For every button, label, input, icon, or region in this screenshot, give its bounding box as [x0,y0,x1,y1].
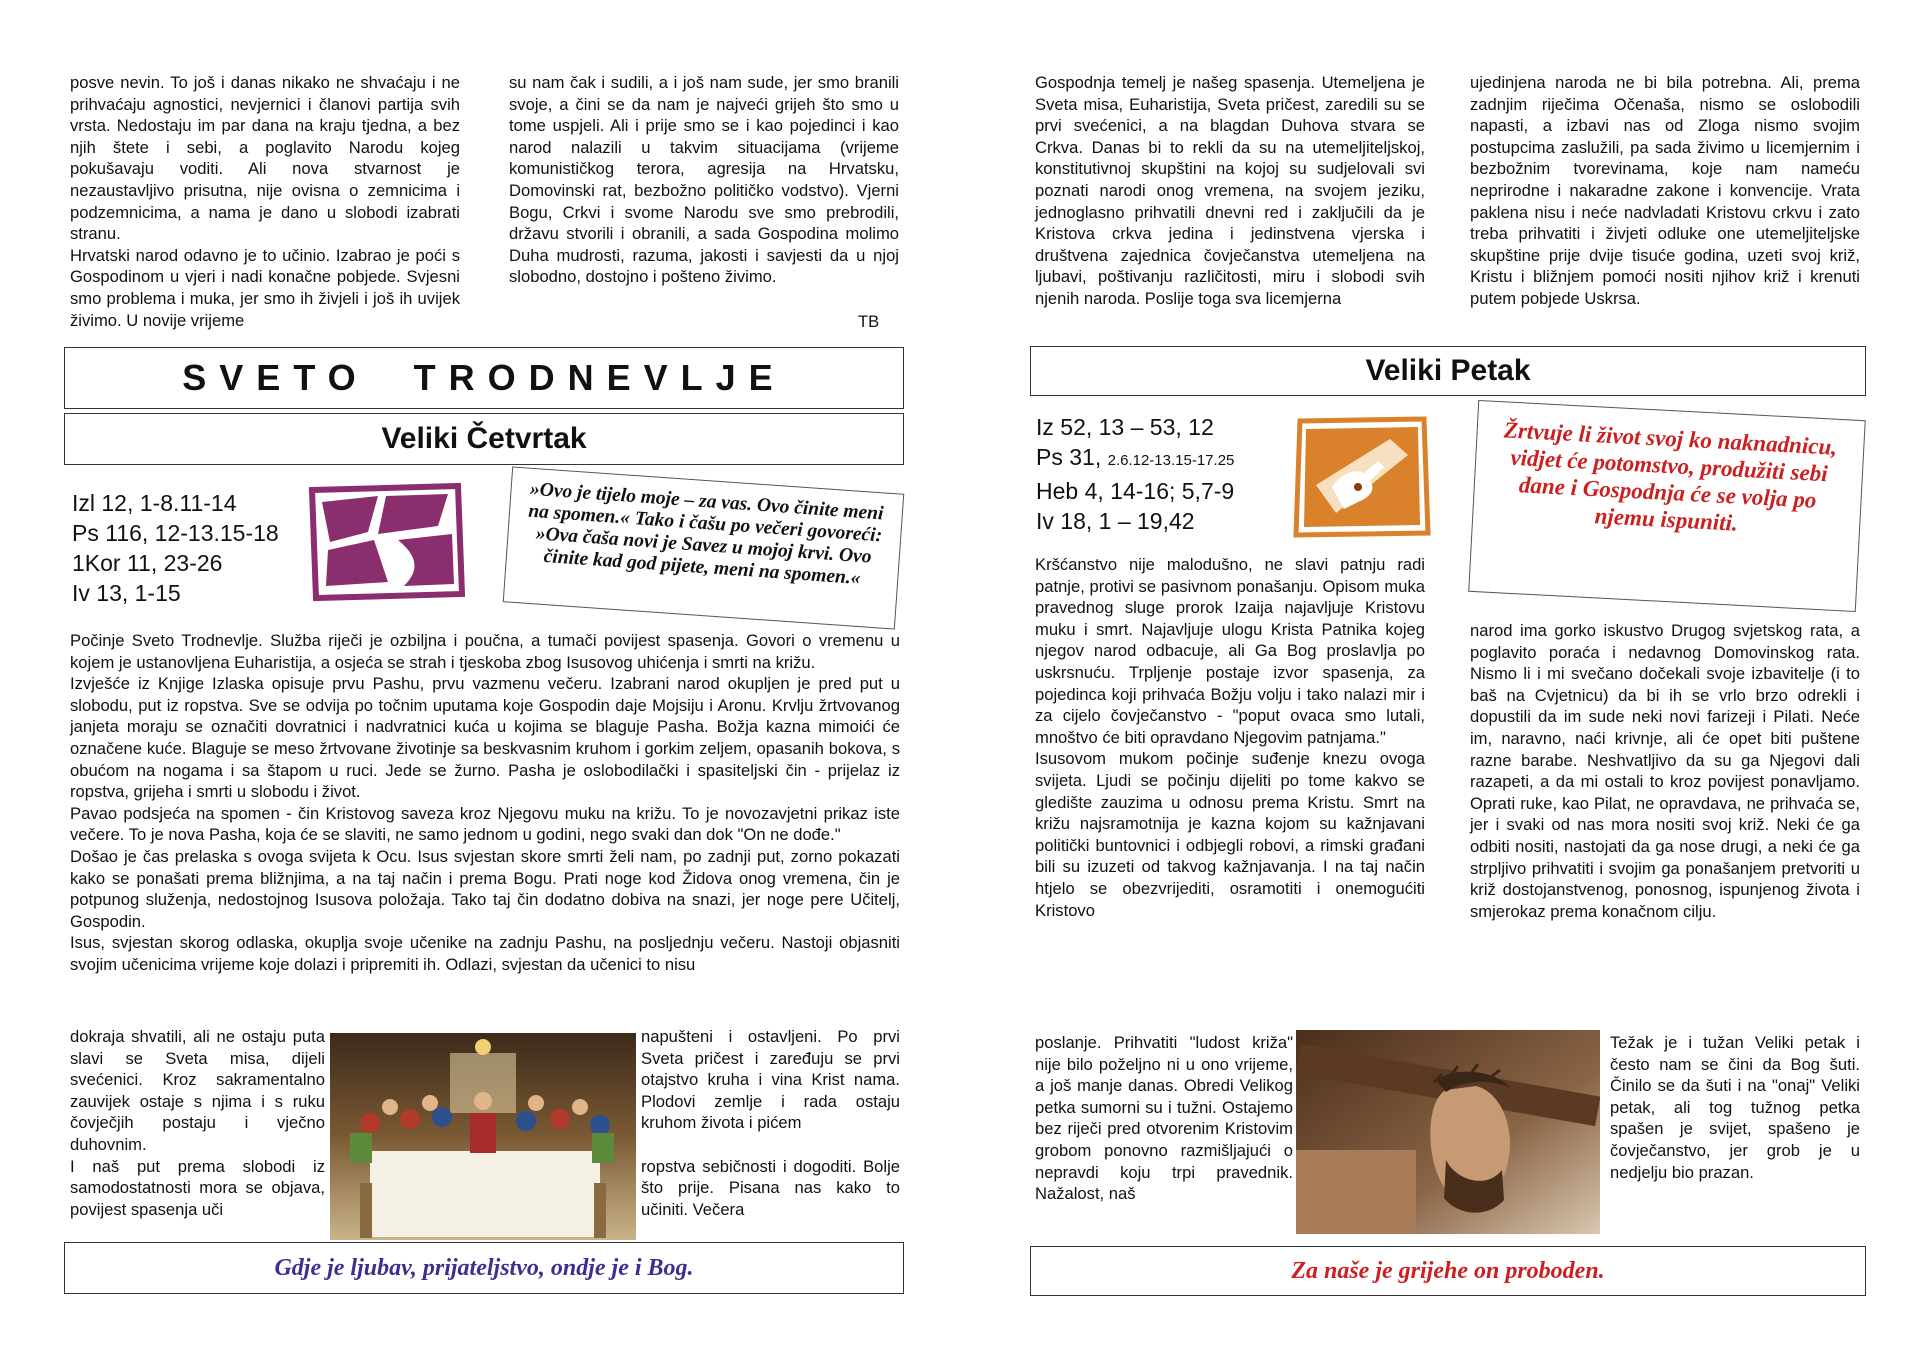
reading: Ps 116, 12-13.15-18 [72,520,279,546]
paragraph: Počinje Sveto Trodnevlje. Služba riječi je ozbiljna i poučna, a tumači povijest spasenja. Govori o vremenu u kojem je ustanovljena Euharistija, a osjeća se strah i tjeskoba zbog Isusovog uhićenja i smrti na križu. [70,631,900,672]
thursday-bottom-left: dokraja shvatili, ali ne ostaju puta slavi se Sveta misa, dijeli svećenici. Kroz sakramentalno zauvijek ostaje s njima i s ruku čovječjih postaju i vječno duhovnim. I naš put prema slobodi iz samodostatnosti mora se objava, povijest spasenja uči [70,1027,325,1219]
reading: Iz 52, 13 – 53, 12 [1036,414,1214,440]
thursday-footer-box [64,1242,904,1294]
reading: Heb 4, 14-16; 5,7-9 [1036,478,1235,504]
main-title-box [64,347,904,409]
reading: Iv 18, 1 – 19,42 [1036,508,1195,534]
thursday-footer: Gdje je ljubav, prijateljstvo, ondje je i Bog. [274,1254,694,1281]
thursday-bottom-right: napušteni i ostavljeni. Po prvi Sveta pričest i zaređuju se prvi otajstvo kruha i vina Krist nama. Plodovi zemlje i rada ostaju kruhom života i pićem ropstva sebičnosti i dogoditi. Bolje što prije. Pisana nas kako to učiniti. Večera [641,1027,900,1219]
friday-col2-body: narod ima gorko iskustvo Drugog svjetskog rata, a poglavito poraća i nedavnog Domovinskog rata. Nismo li i mi svečano dočekali svoje izbavitelje (i to baš na Cvjetnicu) da bi ih se vrlo brzo odrekli i dopustili da im sude neki novi farizeji i Pilati. Neće im, naravno, naći krivnje, ali će opet biti puštene razne barabe. Neshvatljivo da su ga Njegovi dali razapeti, a da mi ostali to kroz povijest ponavljamo. Oprati ruke, kao Pilat, ne opravdava, ne prihvaća se, jer i svaki od nas mora nositi svoj križ. Neki će ga odbiti nositi, nastojati da ga nose drugi, a neki će ga strpljivo prihvatiti i svojim ga ponašanjem pretvoriti u križ dostojanstvenog, ponosnog, ispunjenog života i smjerokaz prema konačnom cilju. [1470,621,1860,921]
reading: Ps 31, 2.6.12-13.15-17.25 [1036,444,1235,470]
paragraph: Izvješće iz Knjige Izlaska opisuje prvu Pashu, prvu vazmenu večeru. Izabrani narod okupljen je pred put u slobodu, put iz ropstva. Sve se odvija po točnim uputama koje Gospodin daje Mojsiju i Aronu. Krvlju žrtvovanog janjeta moraju se označiti dovratnici i nadvratnici kuća u kojima se blaguje Pasha. Božja kazna mimoići će označene kuće. Blaguje se meso žrtvovane životinje sa beskvasnim kruhom i gorkim zeljem, opasanih bokova, s obućom na nogama i sa štapom u ruci. Jede se žurno. Pasha je oslobodilački i spasiteljski čin - prijelaz iz ropstva, grijeha i smrti u slobodu i život. [70,674,900,802]
thursday-title-box [64,413,904,465]
thursday-quote-box [503,466,905,629]
crucified-christ-image [1296,1030,1600,1234]
thursday-quote: »Ovo je tijelo moje – za vas. Ovo činite meni na spomen.« Tako i čašu po večeri govoreći: »Ova čaša novi je Savez u mojoj krvi. Ovo činite kad god pijete, meni na spomen.« [527,478,885,589]
signature: TB [858,312,880,331]
reading: Izl 12, 1-8.11-14 [72,490,237,516]
thursday-title: Veliki Četvrtak [381,422,587,455]
thursday-readings [72,488,279,608]
left-col2-top: su nam čak i sudili, a i još nam sude, jer smo branili svoje, a čini se da nam je najveći grijeh što smo u tome uspjeli. Ali i prije smo se i kao pojedinci i kao narod nalazili u takvim situacijama (vrijeme komunističkog terora, agresija na Hrvatsku, Domovinski rat, bezbožno političko vodstvo). Vjerni Bogu, Crkvi i svome Narodu sve smo prebrodili, državu stvorili i obranili, a sada Gospodina molimo Duha mudrosti, razuma, jakosti i savjesti da u njoj slobodno, dostojno i pošteno živimo. [509,73,899,287]
friday-col2-bottom: Težak je i tužan Veliki petak i često nam se čini da Bog šuti. Činilo se da šuti i na "onaj" Veliki petak, ali tog tužnog petka spašen je svijet, spašeno je čovječanstvo, jer grob je u nedjelju bio prazan. [1610,1033,1860,1182]
reading: 1Kor 11, 23-26 [72,550,223,576]
paragraph: Isus, svjestan skorog odlaska, okuplja svoje učenike na zadnju Pashu, na posljednju večeru. Nastoji objasniti svojim učenicima vrijeme koje dolazi i pripremiti ih. Odlazi, svjestan da učenici to nisu [70,933,900,974]
bread-icon [308,482,466,602]
friday-footer: Za naše je grijehe on proboden. [1291,1257,1605,1284]
paragraph: Došao je čas prelaska s ovoga svijeta k Ocu. Isus svjestan skore smrti želi nam, po zadnji put, zorno pokazati kako se ponašati prema bližnjima, a na taj način i prema Bogu. Prati noge kod Židova onog vremena, čin je potpunog služenja, nedostojnog Isusova položaja. Tako taj čin dodatno dobiva na snazi, jer noge pere Učitelj, Gospodin. [70,846,900,931]
main-title: SVETO TRODNEVLJE [182,357,786,398]
friday-title: Veliki Petak [1365,354,1531,387]
paragraph: Pavao podsjeća na spomen - čin Kristovog saveza kroz Njegovu muku na križu. To je novozavjetni prikaz iste večere. To je nova Pasha, koja će se slaviti, ne samo jednom u godini, nego svaki dan dok "On ne dođe." [70,803,900,845]
thursday-body [70,630,900,976]
friday-col1-body: Kršćanstvo nije malodušno, ne slavi patnju radi patnje, protivi se pasivnom ponašanju. Opisom muka pravednog sluge prorok Izaija najavljuje Kristovu muku i smrt. Najavljuje ulogu Krista Patnika kojeg njegov narod odbacuje, ali Ga Bog proslavlja po uskrsnuću. Trpljenje postaje izvor spasenja, za pojedinca koji prihvaća Božju volju i tako nalazi mir i za cijelo čovječanstvo - "poput ovaca smo lutali, mnoštvo će biti opravdano Njegovim patnjama." Isusovom mukom počinje suđenje knezu ovoga svijeta. Ljudi se počinju dijeliti po tome kakvo se gledište zauzima u odnosu prema Kristu. Smrt na križu najsramotnija je kazna kojom su kažnjavani politički buntovnici i odbjegli robovi, a rimski građani bili su izuzeti od takvog kažnjavanja. I na taj način htjelo se obezvrijediti, osramotiti i onemogućiti Kristovo [1035,555,1425,920]
pierced-hand-icon [1292,415,1432,539]
friday-quote: Žrtvuje li život svoj ko naknadnicu, vidjet će potomstvo, produžiti sebi dane i Gospodnja će se volja po njemu ispuniti. [1503,417,1838,536]
reading: Iv 13, 1-15 [72,580,181,606]
last-supper-image [330,1033,636,1240]
friday-title-box [1030,346,1866,396]
right-col1-top: Gospodnja temelj je našeg spasenja. Utemeljena je Sveta misa, Euharistija, Sveta pričest, zaredili su se prvi svećenici, a na blagdan Duhova stvara se Crkva. Danas bi to rekli da su na utemeljiteljskoj, konstitutivnoj skupštini na kojoj su sudjelovali svi poznati narodi onog vremena, na svojem jeziku, jednoglasno prihvatili dnevni red i zaključili da je Kristova crkva jedina i jedinstvena vjerska i društvena zajednica čovječanstva utemeljena na ljubavi, poštivanju različitosti, miru i slobodi svih njenih naroda. Poslije toga sva licemjerna [1035,73,1425,308]
friday-quote-box [1468,400,1866,612]
right-col2-top: ujedinjena naroda ne bi bila potrebna. Ali, prema zadnjim riječima Očenaša, nismo se oslobodili napasti, a izbavi nas od Zloga nismo svojim postupcima zaslužili, pa sada živimo u licemjernim i bezbožnim tvorevinama, koje nam nameću neprirodne i nakaradne zakone i konvencije. Vrata paklena nisu i neće nadvladati Kristovu crkvu i zato treba prihvatiti i živjeti odluke one utemeljiteljske skupštine prije dvije tisuće godina, uzeti svoj križ, Kristu i bližnjem pomoći nositi njihov križ i krenuti putem pobjede Uskrsa. [1470,73,1860,308]
friday-readings [1036,412,1234,536]
friday-footer-box [1030,1246,1866,1296]
friday-col1-bottom: poslanje. Prihvatiti "ludost križa" nije bilo poželjno ni u ono vrijeme, a još manje danas. Obredi Velikog petka sumorni su i tužni. Ostajemo bez riječi pred otvorenim Kristovim grobom ponovno razmišljajući o nepravdi koju trpi pravednik. Nažalost, naš [1035,1033,1293,1204]
left-col1-top: posve nevin. To još i danas nikako ne shvaćaju i ne prihvaćaju agnostici, nevjernici i članovi partija svih vrsta. Nedostaju im par dana na kraju tjedna, a bez njih štete i sebi, a poglavito Narodu kojeg pokušavaju voditi. Ali nova stvarnost je nezaustavljivo prisutna, nije ovisna o zemnicima i podzemnicima, a nama je dano u slobodi izabrati stranu. Hrvatski narod odavno je to učinio. Izabrao je poći s Gospodinom u vjeri i nadi konačne pobjede. Svjesni smo problema i muka, jer smo ih živjeli i još ih uvijek živimo. U novije vrijeme [70,73,460,330]
